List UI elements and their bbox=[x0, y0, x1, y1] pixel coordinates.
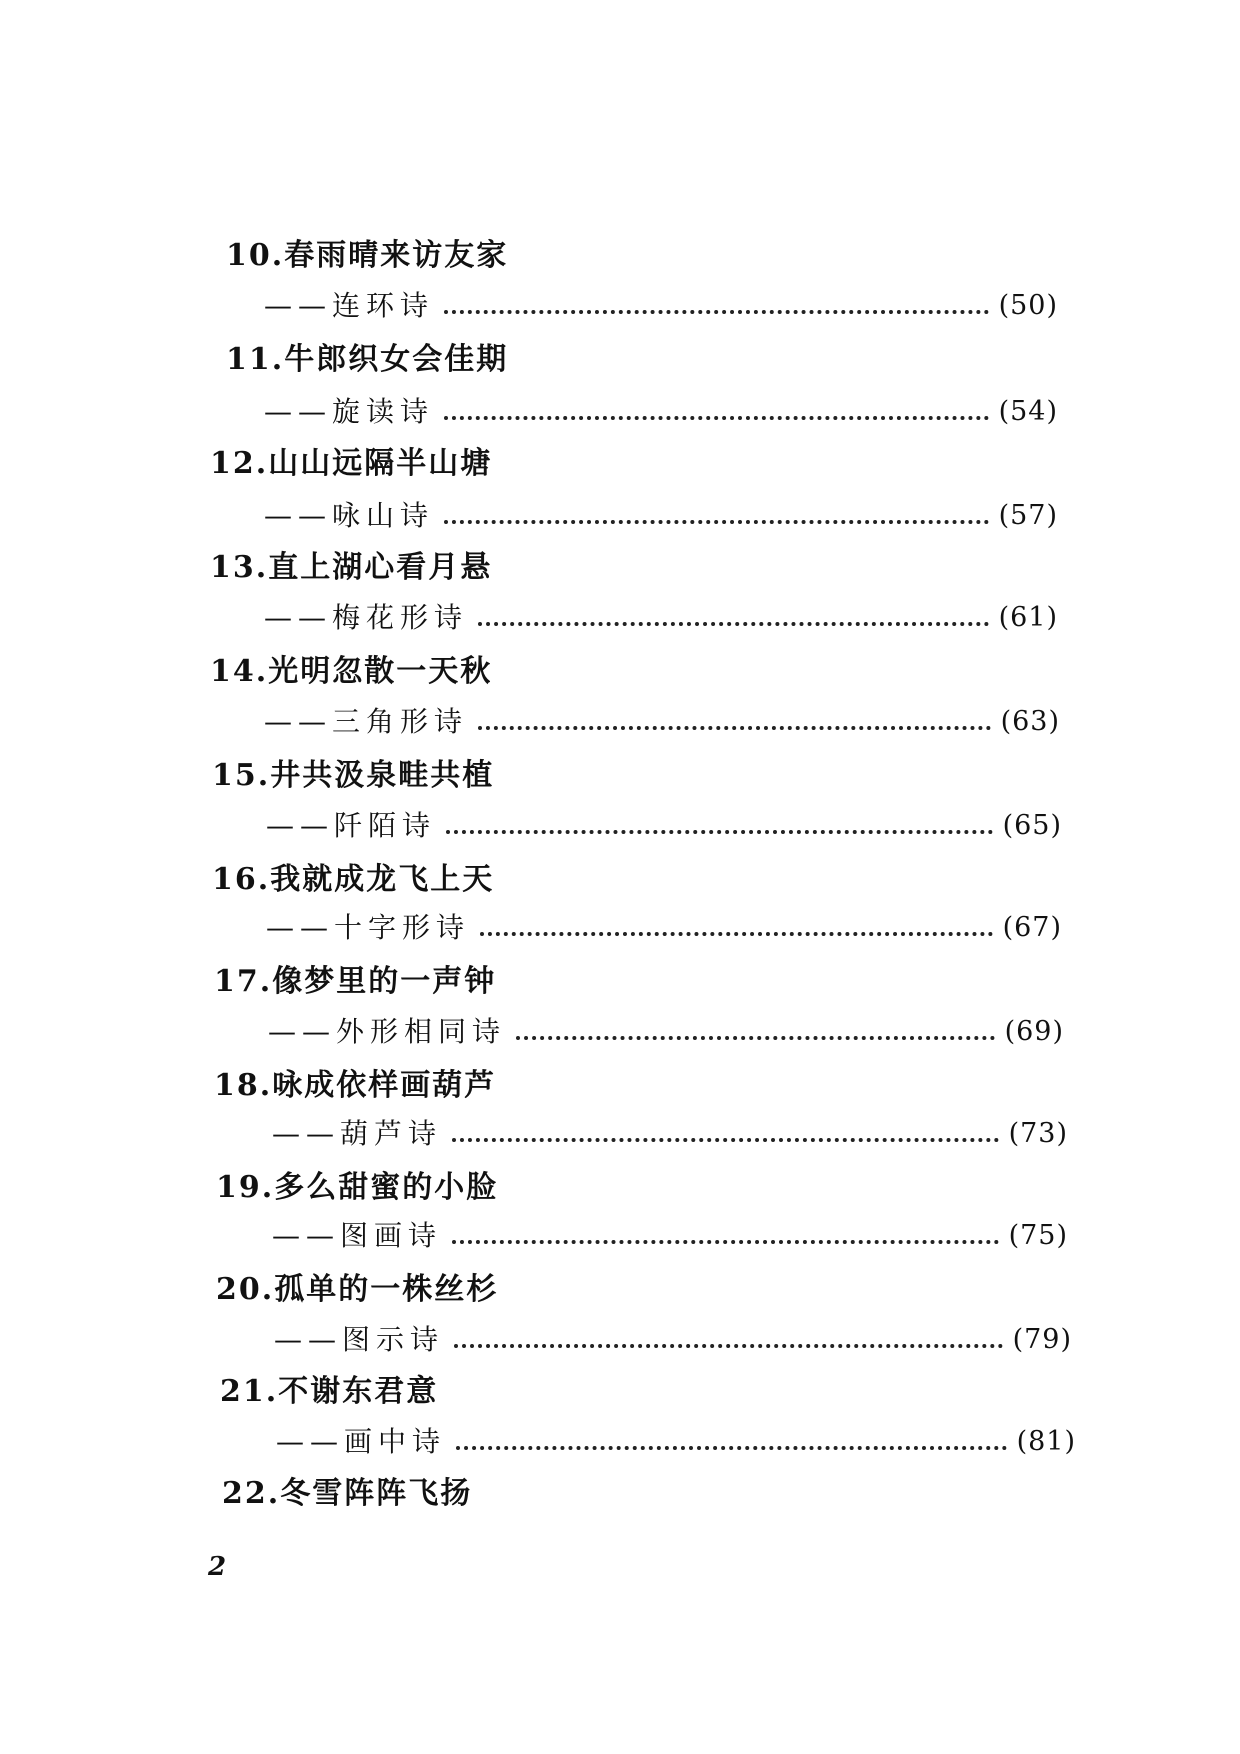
toc-entry-subtitle-row bbox=[276, 1422, 1076, 1462]
toc-entry-page: (57) bbox=[998, 500, 1058, 531]
toc-entry-page: (61) bbox=[998, 602, 1058, 633]
toc-entry-page: (63) bbox=[1000, 706, 1060, 737]
toc-entry-title: 22.冬雪阵阵飞扬 bbox=[222, 1476, 473, 1511]
dot-leader bbox=[444, 520, 989, 524]
toc-entry-subtitle-row bbox=[272, 1114, 1068, 1154]
toc-entry-title: 12.山山远隔半山塘 bbox=[210, 446, 493, 481]
toc-entry-page: (79) bbox=[1012, 1324, 1072, 1355]
toc-entry-page: (54) bbox=[998, 396, 1058, 427]
toc-entry-subtitle-row bbox=[264, 286, 1058, 326]
toc-entry-subtitle: ——外形相同诗 bbox=[268, 1015, 507, 1048]
toc-entry-subtitle-row bbox=[264, 392, 1058, 432]
toc-entry-title: 14.光明忽散一天秋 bbox=[210, 654, 493, 689]
toc-entry-subtitle: ——图画诗 bbox=[272, 1219, 443, 1252]
toc-entry-subtitle-row bbox=[274, 1320, 1072, 1360]
toc-entry-subtitle: ——十字形诗 bbox=[266, 911, 471, 944]
toc-entry-subtitle: ——葫芦诗 bbox=[272, 1117, 443, 1150]
toc-entry-page: (75) bbox=[1008, 1220, 1068, 1251]
toc-entry-subtitle: ——咏山诗 bbox=[264, 499, 435, 532]
toc-entry-subtitle: ——连环诗 bbox=[264, 289, 435, 322]
dot-leader bbox=[480, 932, 993, 936]
toc-entry-subtitle: ——阡陌诗 bbox=[266, 809, 437, 842]
dot-leader bbox=[444, 310, 989, 314]
dot-leader bbox=[444, 416, 989, 420]
toc-entry-page: (69) bbox=[1004, 1016, 1064, 1047]
dot-leader bbox=[478, 622, 989, 626]
dot-leader bbox=[516, 1036, 995, 1040]
toc-entry-title: 21.不谢东君意 bbox=[220, 1374, 439, 1409]
toc-entry-title: 19.多么甜蜜的小脸 bbox=[216, 1170, 499, 1205]
toc-entry-title: 16.我就成龙飞上天 bbox=[212, 862, 495, 897]
toc-entry-page: (73) bbox=[1008, 1118, 1068, 1149]
toc-entry-title: 10.春雨晴来访友家 bbox=[226, 238, 509, 273]
page-number: 2 bbox=[208, 1552, 227, 1582]
toc-entry-title: 18.咏成依样画葫芦 bbox=[214, 1068, 497, 1103]
toc-entry-subtitle-row bbox=[264, 702, 1060, 742]
toc-entry-subtitle-row bbox=[264, 598, 1058, 638]
toc-entry-title: 15.井共汲泉畦共植 bbox=[212, 758, 495, 793]
toc-entry-page: (81) bbox=[1016, 1426, 1076, 1457]
toc-entry-subtitle-row bbox=[268, 1012, 1064, 1052]
toc-entry-subtitle: ——梅花形诗 bbox=[264, 601, 469, 634]
toc-entry-title: 13.直上湖心看月悬 bbox=[210, 550, 493, 585]
dot-leader bbox=[478, 726, 991, 730]
dot-leader bbox=[456, 1446, 1007, 1450]
toc-entry-subtitle: ——三角形诗 bbox=[264, 705, 469, 738]
dot-leader bbox=[452, 1240, 999, 1244]
toc-entry-page: (67) bbox=[1002, 912, 1062, 943]
toc-entry-subtitle: ——图示诗 bbox=[274, 1323, 445, 1356]
dot-leader bbox=[452, 1138, 999, 1142]
toc-entry-title: 17.像梦里的一声钟 bbox=[214, 964, 497, 999]
dot-leader bbox=[446, 830, 993, 834]
toc-entry-title: 11.牛郎织女会佳期 bbox=[226, 342, 509, 377]
dot-leader bbox=[454, 1344, 1003, 1348]
toc-entry-title: 20.孤单的一株丝杉 bbox=[216, 1272, 499, 1307]
toc-entry-subtitle-row bbox=[264, 496, 1058, 536]
toc-entry-subtitle-row bbox=[266, 806, 1062, 846]
toc-entry-page: (65) bbox=[1002, 810, 1062, 841]
toc-entry-subtitle-row bbox=[272, 1216, 1068, 1256]
toc-entry-subtitle-row bbox=[266, 908, 1062, 948]
toc-entry-subtitle: ——旋读诗 bbox=[264, 395, 435, 428]
toc-entry-subtitle: ——画中诗 bbox=[276, 1425, 447, 1458]
toc-entry-page: (50) bbox=[998, 290, 1058, 321]
